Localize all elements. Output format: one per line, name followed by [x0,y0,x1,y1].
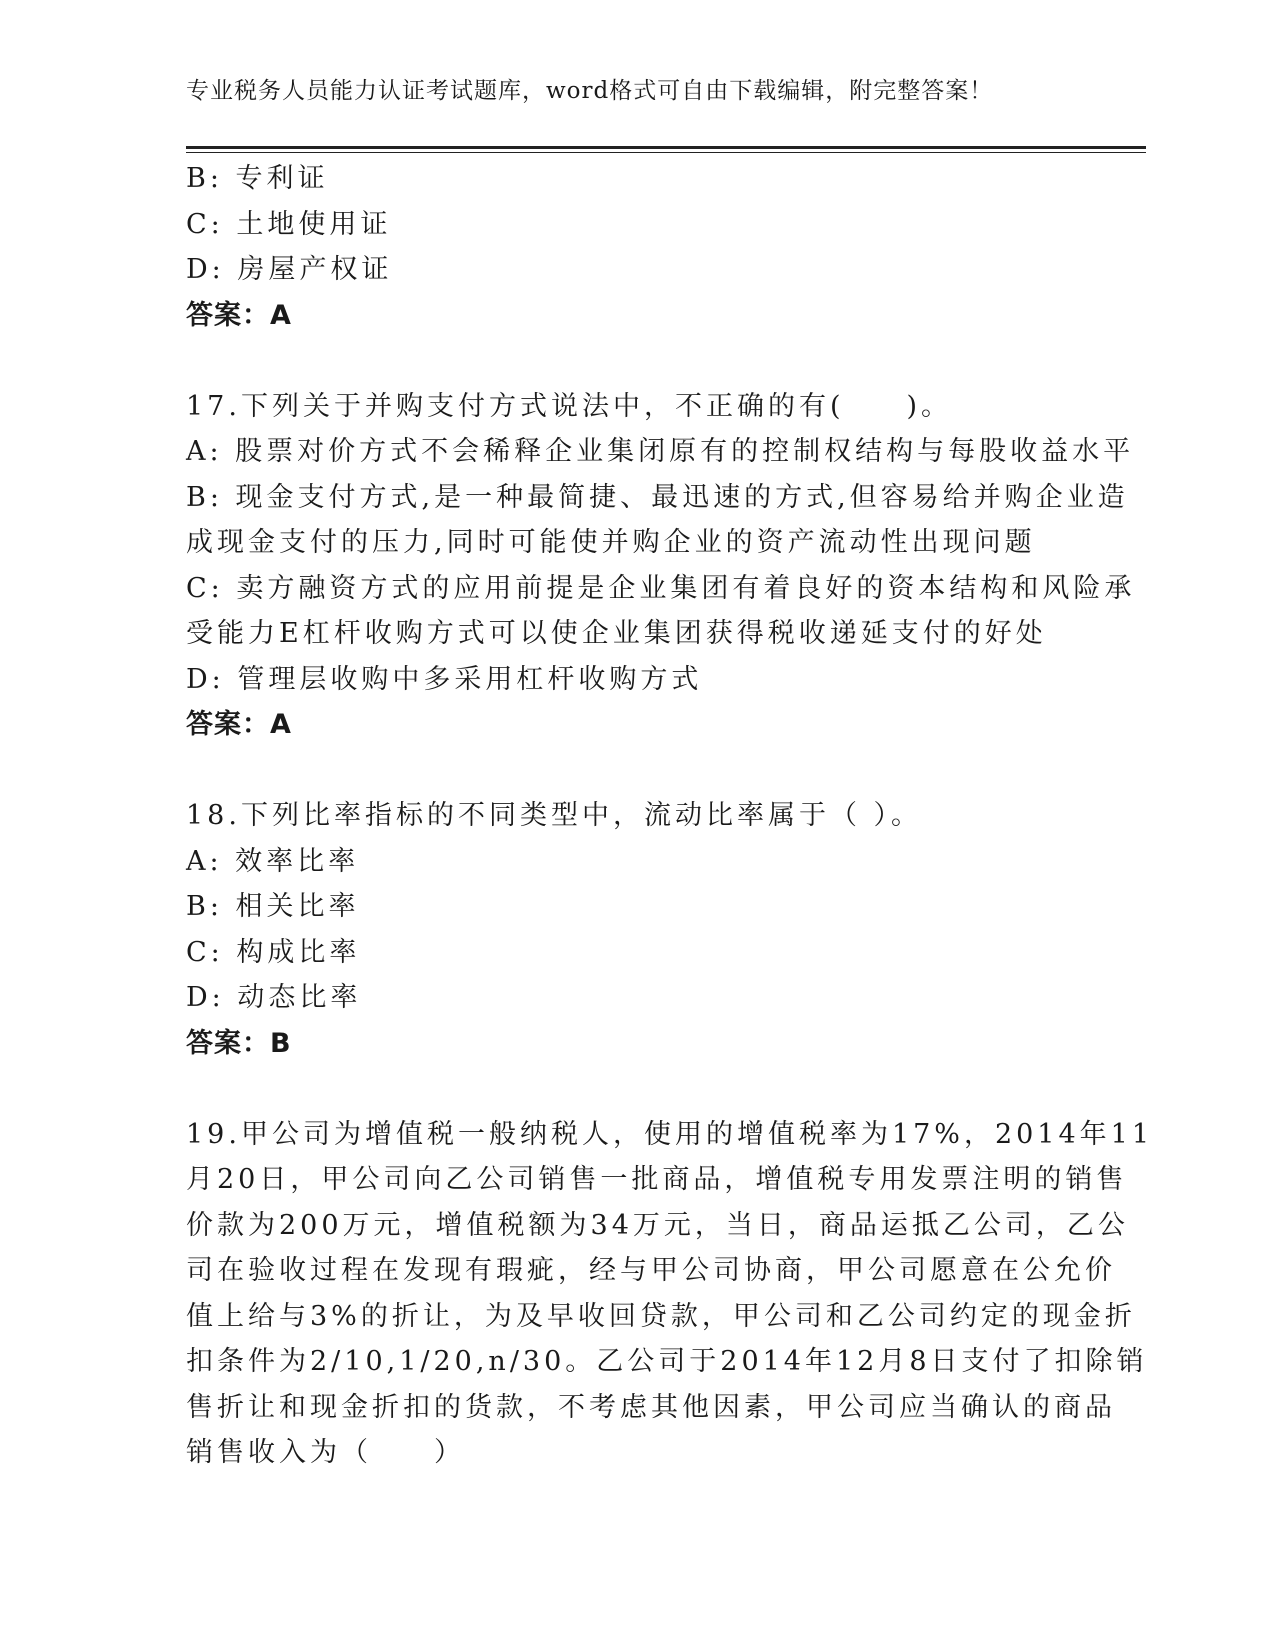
option-b: B: 现金支付方式,是一种最简捷、最迅速的方式,但容易给并购企业造 [186,481,1129,513]
question-stem-continued: 月20日，甲公司向乙公司销售一批商品，增值税专用发票注明的销售 [186,1164,1128,1195]
option-c: C: 卖方融资方式的应用前提是企业集团有着良好的资本结构和风险承 [186,572,1136,604]
spacer [186,338,1086,384]
answer-line: 答案：B [186,1027,292,1059]
question-stem-continued: 价款为200万元，增值税额为34万元，当日，商品运抵乙公司，乙公 [186,1209,1129,1241]
document-body [186,156,1154,1476]
option-d: D: 房屋产权证 [186,254,393,285]
header-rule-thick [186,146,1146,149]
question-stem-continued: 销售收入为（ ） [186,1437,465,1468]
option-c: C: 构成比率 [186,936,361,968]
question-stem-continued: 售折让和现金折扣的货款，不考虑其他因素，甲公司应当确认的商品 [186,1391,1116,1423]
spacer [186,1066,1086,1112]
question-stem: 19.甲公司为增值税一般纳税人，使用的增值税率为17%，2014年11 [186,1118,1154,1150]
option-a: A: 效率比率 [186,845,360,877]
answer-line: 答案：A [186,709,292,740]
option-c: C: 土地使用证 [186,208,392,240]
spacer [186,748,1086,794]
option-b: B: 相关比率 [186,891,360,922]
page-header: 专业税务人员能力认证考试题库，word格式可自由下载编辑，附完整答案！ [186,78,994,104]
question-19 [186,1112,1154,1476]
option-d: D: 动态比率 [186,982,362,1013]
question-stem: 18.下列比率指标的不同类型中，流动比率属于（ ）。 [186,800,923,831]
header-rule-thin [186,152,1146,153]
option-a: A: 股票对价方式不会稀释企业集闭原有的控制权结构与每股收益水平 [186,436,1135,467]
option-b: B: 专利证 [186,163,329,194]
option-d: D: 管理层收购中多采用杠杆收购方式 [186,663,703,695]
answer-line: 答案：A [186,299,292,331]
question-stem-continued: 司在验收过程在发现有瑕疵，经与甲公司协商，甲公司愿意在公允价 [186,1255,1116,1286]
question-stem-continued: 扣条件为2/10,1/20,n/30。乙公司于2014年12月8日支付了扣除销 [186,1346,1148,1377]
question-18 [186,793,1086,1066]
question-17 [186,384,1136,748]
option-b-continued: 成现金支付的压力,同时可能使并购企业的资产流动性出现问题 [186,527,1036,558]
previous-question-block [186,156,1086,338]
question-stem-continued: 值上给与3%的折让，为及早收回贷款，甲公司和乙公司约定的现金折 [186,1300,1136,1332]
option-c-continued: 受能力E杠杆收购方式可以使企业集团获得税收递延支付的好处 [186,618,1047,649]
question-stem: 17.下列关于并购支付方式说法中，不正确的有( )。 [186,390,953,422]
